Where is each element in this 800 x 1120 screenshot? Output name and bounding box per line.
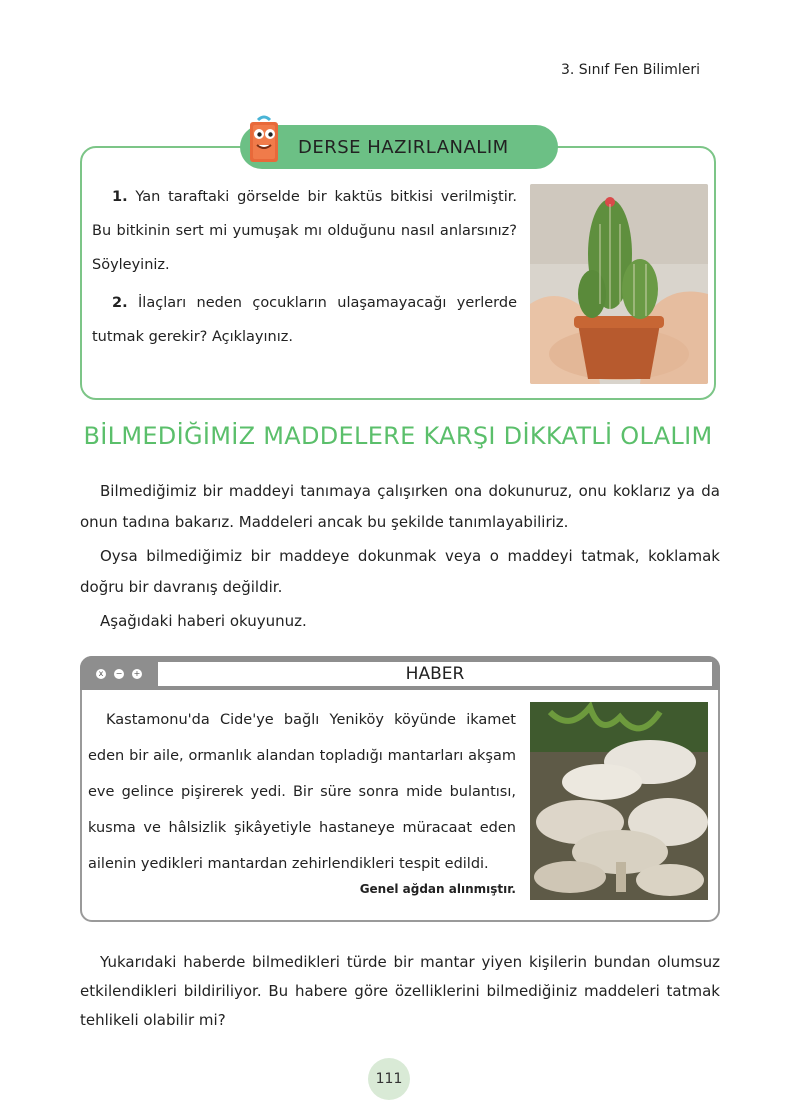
question-2-text: İlaçları neden çocukların ulaşamayacağı yerlerde tutmak gerekir? Açıklayınız. [92, 295, 518, 345]
question-1 [92, 180, 517, 282]
question-1-text: Yan taraftaki görselde bir kaktüs bitkisi verilmiştir. Bu bitkinin sert mi yumuşak mı olduğunu nasıl anlarsınız? Söyleyiniz. [92, 189, 517, 273]
news-paragraph: Kastamonu'da Cide'ye bağlı Yeniköy köyünde ikamet eden bir aile, ormanlık alandan topladığı mantarları akşam eve gelince pişirerek yedi. Bir süre sonra mide bulantısı, kusma ve hâlsizlik şikâyetiyle hastaneye müracaat eden ailenin yedikleri mantardan zehirlendikleri tespit edildi. [88, 712, 516, 872]
page-header-label: 3. Sınıf Fen Bilimleri [560, 62, 700, 78]
page-number: 111 [368, 1058, 410, 1100]
question-2-number: 2. [112, 295, 128, 311]
question-2 [92, 286, 517, 354]
section-title: BİLMEDİĞİMİZ MADDELERE KARŞI DİKKATLİ OLALIM [83, 422, 713, 450]
section-paragraph-1: Bilmediğimiz bir maddeyi tanımaya çalışırken ona dokunuruz, onu koklarız ya da onun tadına bakarız. Maddeleri ancak bu şekilde tanımlayabiliriz. [80, 482, 720, 531]
section-body [80, 476, 720, 640]
close-icon: x [96, 669, 106, 679]
question-1-number: 1. [112, 189, 128, 205]
news-title: HABER [158, 662, 712, 686]
section-paragraph-3: Aşağıdaki haberi okuyunuz. [100, 612, 307, 630]
news-body [88, 702, 516, 882]
minimize-icon: − [115, 669, 123, 678]
cactus-photo [530, 184, 708, 384]
prep-title: DERSE HAZIRLANALIM [298, 136, 509, 158]
closing-paragraph [80, 948, 720, 1035]
maximize-icon: + [133, 669, 141, 678]
mushroom-photo [530, 702, 708, 900]
closing-text: Yukarıdaki haberde bilmedikleri türde bir mantar yiyen kişilerin bundan olumsuz etkilendikleri bildiriliyor. Bu habere göre özelliklerini bilmediğiniz maddeleri tatmak tehlikeli olabilir mi? [80, 953, 720, 1029]
book-mascot-icon [244, 114, 284, 166]
news-source: Genel ağdan alınmıştır. [359, 882, 516, 896]
prep-questions [92, 180, 517, 354]
section-paragraph-2: Oysa bilmediğimiz bir maddeye dokunmak veya o maddeyi tatmak, koklamak doğru bir davranış değildir. [80, 547, 720, 596]
prep-tab [240, 125, 558, 169]
